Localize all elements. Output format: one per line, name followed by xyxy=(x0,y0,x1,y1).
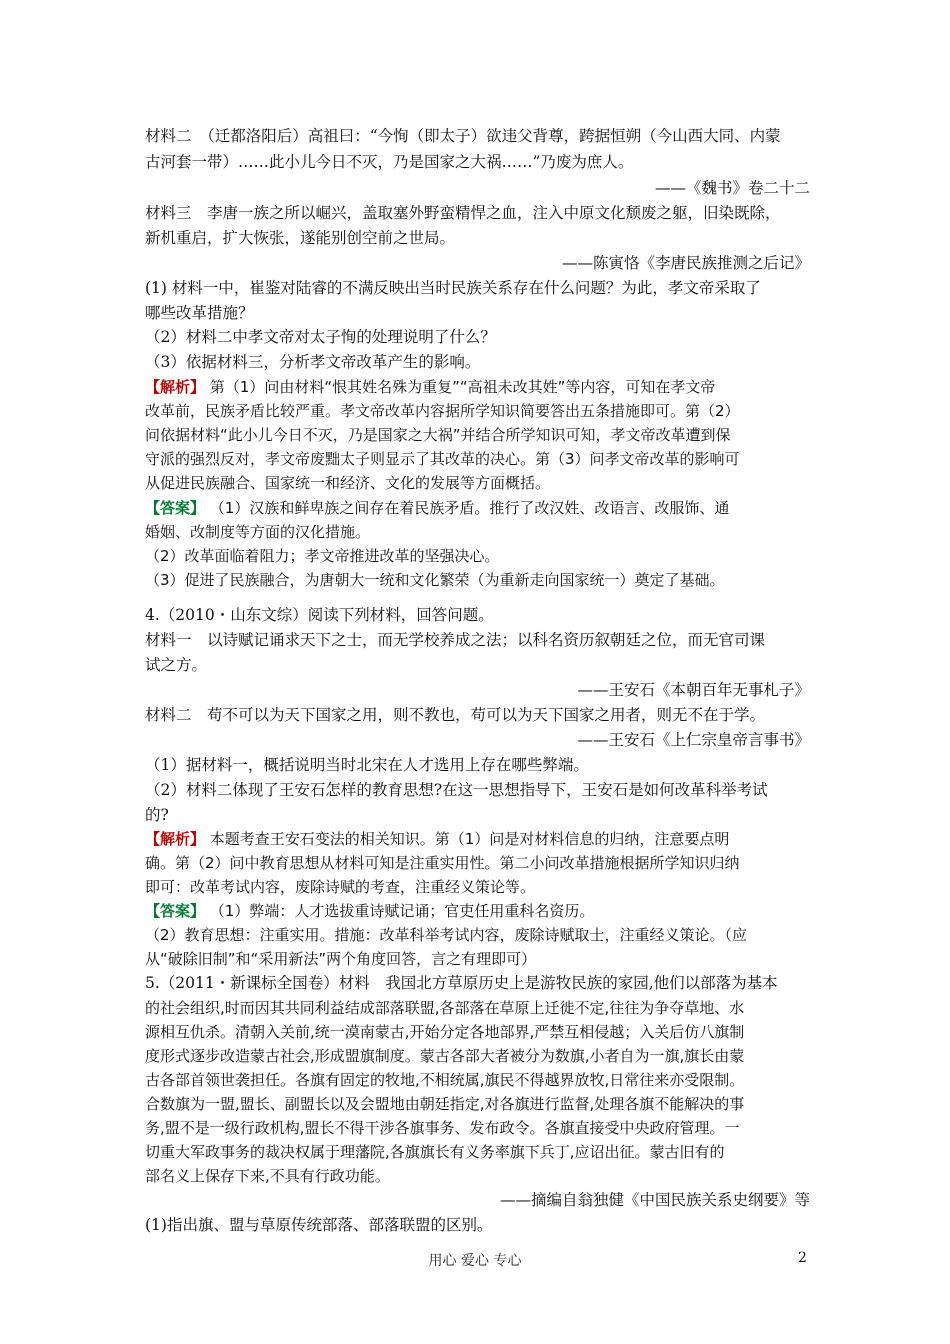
analysis-tag: 【解析】 xyxy=(145,378,206,396)
q4-answer-line-1 xyxy=(145,899,810,923)
q4-analysis-line-2: 确。第（2）问中教育思想从材料可知是注重实用性。第二小问改革措施根据所学知识归纳 xyxy=(145,854,740,872)
analysis-line-3: 问依据材料“此小儿今日不灭，乃是国家之大祸”并结合所学知识可知，孝文帝改革遭到保 xyxy=(145,426,731,444)
q5-line-2: 的社会组织,时而因其共同利益结成部落联盟,各部落在草原上迁徙不定,往往为争夺草地、水 xyxy=(145,999,745,1017)
q5-question-1: (1)指出旗、盟与草原传统部落、部落联盟的区别。 xyxy=(145,1216,493,1234)
q5-line-4: 度形式逐步改造蒙古社会,形成盟旗制度。蒙古各部大者被分为数旗,小者自为一旗,旗长由蒙 xyxy=(145,1047,745,1065)
answer-tag: 【答案】 xyxy=(145,499,206,517)
q4-analysis-line-3: 即可：改革考试内容，废除诗赋的考查，注重经义策论等。 xyxy=(145,878,536,896)
material-3-line-2: 新机重启，扩大恢张，遂能别创空前之世局。 xyxy=(145,229,456,247)
q4-question-1: （1）据材料一，概括说明当时北宋在人才选用上存在哪些弊端。 xyxy=(145,756,589,774)
q4-answer-text: （1）弊端：人才选拔重诗赋记诵；官吏任用重科名资历。 xyxy=(209,902,595,920)
q5-source: ——摘编自翁独健《中国民族关系史纲要》等 xyxy=(499,1191,810,1209)
q4-material-1-line-1: 材料一 以诗赋记诵求天下之士，而无学校养成之法；以科名资历叙朝廷之位，而无官司课 xyxy=(145,631,766,649)
q4-answer-line-3: 从“破除旧制”和“采用新法”两个角度回答，言之有理即可） xyxy=(145,950,537,968)
material-3-line-1: 材料三 李唐一族之所以崛兴，盖取塞外野蛮精悍之血，注入中原文化颓废之躯，旧染既除， xyxy=(145,204,781,222)
question-2: （2）材料二中孝文帝对太子恂的处理说明了什么？ xyxy=(145,328,496,346)
q5-line-3: 源相互仇杀。清朝入关前,统一漠南蒙古,开始分定各地部界,严禁互相侵越；入关后仿八旗制 xyxy=(145,1023,745,1041)
question-3: （3）依据材料三，分析孝文帝改革产生的影响。 xyxy=(145,353,481,371)
answer-line-3: （2）改革面临着阻力；孝文帝推进改革的坚强决心。 xyxy=(145,547,500,565)
material-2-line-2: 古河套一带）……此小儿今日不灭，乃是国家之大祸……”乃废为庶人。 xyxy=(145,153,634,171)
q4-answer-line-2: （2）教育思想：注重实用。措施：改革科举考试内容，废除诗赋取士，注重经义策论。（应 xyxy=(145,926,748,944)
q5-line-6: 合数旗为一盟,盟长、副盟长以及会盟地由朝廷指定,对各旗进行监督,处理各旗不能解决的事 xyxy=(145,1095,745,1113)
page-number: 2 xyxy=(798,1250,807,1266)
answer-line-2: 婚姻、改制度等方面的汉化措施。 xyxy=(145,523,371,541)
material-2-line-1: 材料二 （迁都洛阳后）高祖曰：“今恂（即太子）欲违父背尊，跨据恒朔（今山西大同、内蒙 xyxy=(145,127,781,145)
q4-material-1-source: ——王安石《本朝百年无事札子》 xyxy=(577,681,810,699)
question-1-line-1: (1) 材料一中，崔鉴对陆睿的不满反映出当时民族关系存在什么问题？为此，孝文帝采取了 xyxy=(145,279,761,297)
answer-line-4: （3）促进了民族融合，为唐朝大一统和文化繁荣（为重新走向国家统一）奠定了基础。 xyxy=(145,571,725,589)
q4-question-2-line-1: （2）材料二体现了王安石怎样的教育思想?在这一思想指导下，王安石是如何改革科举考试 xyxy=(145,781,768,799)
analysis-line-4: 守派的强烈反对，孝文帝废黜太子则显示了其改革的决心。第（3）问孝文帝改革的影响可 xyxy=(145,450,740,468)
analysis-line-2: 改革前，民族矛盾比较严重。孝文帝改革内容据所学知识简要答出五条措施即可。第（2） xyxy=(145,402,740,420)
material-2-source: ——《魏书》卷二十二 xyxy=(654,179,810,197)
q4-material-2: 材料二 苟不可以为天下国家之用，则不教也，苟可以为天下国家之用者，则无不在于学。 xyxy=(145,706,766,724)
analysis-line-5: 从促进民族融合、国家统一和经济、文化的发展等方面概括。 xyxy=(145,474,551,492)
q4-analysis-text: 本题考查王安石变法的相关知识。第（1）问是对材料信息的归纳，注意要点明 xyxy=(209,830,730,848)
q4-analysis-line-1 xyxy=(145,827,810,851)
q4-question-2-line-2: 的? xyxy=(145,806,169,824)
q5-line-8: 切重大军政事务的裁决权属于理藩院,各旗旗长有义务率旗下兵丁,应诏出征。蒙古旧有的 xyxy=(145,1143,725,1161)
q4-answer-tag: 【答案】 xyxy=(145,902,206,920)
q4-heading: 4.（2010・山东文综）阅读下列材料，回答问题。 xyxy=(145,606,494,624)
q5-line-5: 古各部首领世袭担任。各旗有固定的牧地,不相统属,旗民不得越界放牧,日常往来亦受限制。 xyxy=(145,1071,745,1089)
answer-line-1 xyxy=(145,496,810,520)
q4-material-2-source: ——王安石《上仁宗皇帝言事书》 xyxy=(577,731,810,749)
answer-text: （1）汉族和鲜卑族之间存在着民族矛盾。推行了改汉姓、改语言、改服饰、通 xyxy=(209,499,730,517)
q4-material-1-line-2: 试之方。 xyxy=(145,656,208,674)
question-1-line-2: 哪些改革措施？ xyxy=(145,304,254,322)
analysis-line-1 xyxy=(145,375,810,399)
q4-analysis-tag: 【解析】 xyxy=(145,830,206,848)
q5-line-7: 务,盟不是一级行政机构,盟长不得干涉各旗事务、发布政令。各旗直接受中央政府管理。一 xyxy=(145,1119,740,1137)
q5-line-9: 部名义上保存下来,不具有行政功能。 xyxy=(145,1167,390,1185)
analysis-text: 第（1）问由材料“恨其姓名殊为重复”“高祖未改其姓”等内容，可知在孝文帝 xyxy=(209,378,716,396)
material-3-source: ——陈寅恪《李唐民族推测之后记》 xyxy=(561,254,810,272)
q5-line-1: 5.（2011・新课标全国卷）材料 我国北方草原历史上是游牧民族的家园,他们以部落为基本 xyxy=(145,974,778,992)
page-footer: 用心 爱心 专心 xyxy=(428,1253,522,1269)
